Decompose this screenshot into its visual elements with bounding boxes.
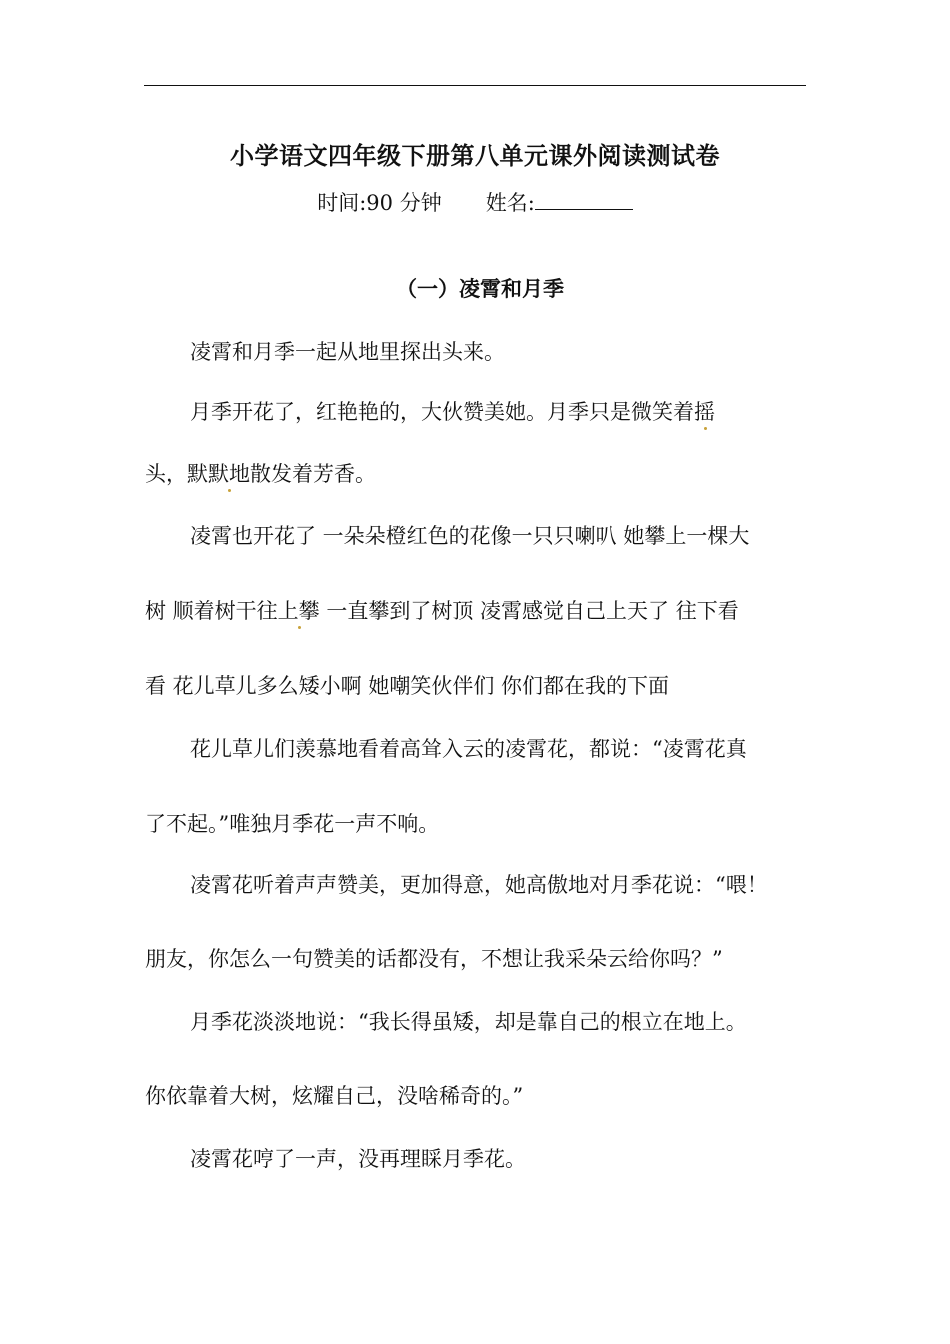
text-segment: 顶 凌霄感觉自己上天了 往下看 <box>452 599 739 623</box>
text-segment: 摇 <box>694 400 715 424</box>
text-line: 看 花儿草儿多么矮小啊 她嘲笑伙伴们 你们都在我的下面 <box>145 674 670 698</box>
text-line: 朋友，你怎么一句赞美的话都没有，不想让我采朵云给你吗？” <box>145 947 723 971</box>
text-line: 凌霄也开花了 一朵朵橙红色的花像一只只喇叭 她攀上一棵大 <box>190 524 750 548</box>
text-line <box>190 399 715 425</box>
name-label: 姓名: <box>485 191 535 215</box>
text-line: 了不起。”唯独月季花一声不响。 <box>145 812 440 836</box>
exam-meta <box>0 187 950 217</box>
text-line: 凌霄花听着声声赞美，更加得意，她高傲地对月季花说：“喂！ <box>190 873 768 897</box>
page-title: 小学语文四年级下册第八单元课外阅读测试卷 <box>230 141 720 170</box>
text-line <box>145 598 739 624</box>
text-line <box>145 461 376 487</box>
section-title: （一）凌霄和月季 <box>396 276 564 301</box>
text-line: 你依靠着大树，炫耀自己，没啥稀奇的。” <box>145 1084 524 1108</box>
text-segment: 芳香。 <box>313 462 376 486</box>
text-line: 凌霄花哼了一声，没再理睬月季花。 <box>190 1147 526 1171</box>
text-line: 凌霄和月季一起从地里探出头来。 <box>190 340 505 364</box>
text-segment: 头，默默地散发着 <box>145 462 313 486</box>
text-segment: 树 顺着树干往上攀 一直攀到了树 <box>145 599 453 623</box>
text-segment: 月季开花了，红艳艳的，大伙赞美她。月季只是微笑着 <box>190 400 694 424</box>
top-rule <box>144 85 806 86</box>
time-label: 时间:90 分钟 <box>317 191 442 215</box>
name-blank <box>535 191 633 210</box>
text-line: 花儿草儿们羡慕地看着高耸入云的凌霄花，都说：“凌霄花真 <box>190 737 747 761</box>
text-line: 月季花淡淡地说：“我长得虽矮，却是靠自己的根立在地上。 <box>190 1010 747 1034</box>
